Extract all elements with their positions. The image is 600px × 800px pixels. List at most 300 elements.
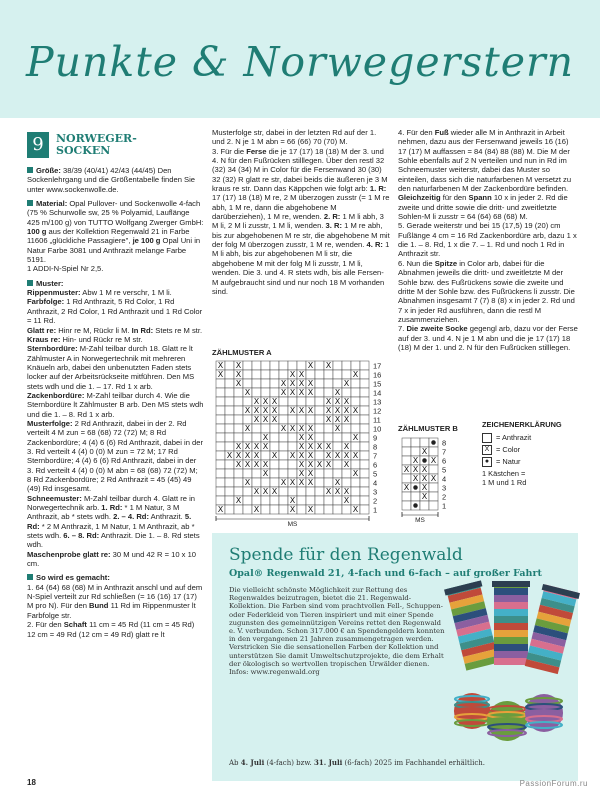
row-number-label: 3 bbox=[373, 487, 378, 497]
grid-cell bbox=[360, 487, 369, 496]
grid-cell bbox=[333, 496, 342, 505]
grid-cell bbox=[216, 496, 225, 505]
row-number-label: 2 bbox=[442, 492, 447, 502]
color-stitch-mark: X bbox=[430, 474, 437, 483]
color-stitch-mark: X bbox=[253, 415, 260, 424]
grid-cell bbox=[315, 406, 324, 415]
color-stitch-mark: X bbox=[244, 424, 251, 433]
row-number-label: 15 bbox=[373, 379, 382, 389]
row-number-label: 13 bbox=[373, 397, 382, 407]
grid-cell bbox=[270, 460, 279, 469]
step-6: 6. Nun die Spitze in Color arb, dabei für die Abnahmen jeweils die dritt- und zweitletzte M der Sohle bzw. des Fußrückens sowie die zweite und dritte M der Sohle bzw. des Fußrückens li zusstr. Die Abnahmen insgesamt 7 (7) 8 (8) x in jeder 2. Rd und 7 x in jeder Rd ausführen, dann die restl M zusammenziehen. bbox=[398, 258, 575, 324]
grid-cell bbox=[324, 505, 333, 514]
color-stitch-mark: X bbox=[262, 487, 269, 496]
grid-cell bbox=[252, 370, 261, 379]
grid-cell bbox=[360, 433, 369, 442]
color-stitch-mark: X bbox=[421, 447, 428, 456]
grid-cell bbox=[243, 433, 252, 442]
natur-stitch-mark bbox=[413, 503, 418, 508]
grid-cell bbox=[243, 361, 252, 370]
row-number-label: 17 bbox=[373, 361, 382, 371]
color-stitch-mark: X bbox=[262, 442, 269, 451]
color-stitch-mark: X bbox=[298, 433, 305, 442]
color-stitch-mark: X bbox=[253, 397, 260, 406]
yarn-socks-illustration bbox=[452, 581, 574, 751]
grid-cell bbox=[315, 361, 324, 370]
legend-note-1: 1 Kästchen = bbox=[482, 468, 526, 478]
grid-cell bbox=[279, 496, 288, 505]
color-stitch-mark: X bbox=[316, 442, 323, 451]
grid-cell bbox=[342, 469, 351, 478]
color-stitch-mark: X bbox=[334, 406, 341, 415]
grid-cell bbox=[360, 478, 369, 487]
color-stitch-mark: X bbox=[307, 433, 314, 442]
grid-cell bbox=[288, 415, 297, 424]
grid-cell bbox=[402, 501, 411, 510]
donation-title: Spende für den Regenwald bbox=[229, 545, 463, 565]
row-number-label: 5 bbox=[373, 469, 378, 479]
grid-cell bbox=[216, 442, 225, 451]
color-stitch-mark: X bbox=[235, 496, 242, 505]
sock-stripe bbox=[494, 630, 528, 637]
legend-symbol: X bbox=[482, 445, 492, 455]
color-stitch-mark: X bbox=[325, 460, 332, 469]
grid-cell bbox=[315, 451, 324, 460]
grid-cell bbox=[279, 370, 288, 379]
row-number-label: 9 bbox=[373, 433, 378, 443]
grid-cell bbox=[270, 433, 279, 442]
muster-stern: Sternbordüre: M-Zahl teilbar durch 18. Glatt re lt Zählmuster A in Norwegertechnik mit mehreren Knäueln arb, dabei den unbenutzten Faden stets locker auf der Arbeitsrückseite mitführen. Den MS stets wdh und die 1. – 17. Rd 1 x arb. bbox=[27, 344, 195, 391]
legend-symbol bbox=[482, 433, 492, 443]
grid-cell bbox=[288, 487, 297, 496]
color-stitch-mark: X bbox=[403, 465, 410, 474]
color-stitch-mark: X bbox=[235, 460, 242, 469]
grid-cell bbox=[306, 496, 315, 505]
color-stitch-mark: X bbox=[298, 424, 305, 433]
grid-cell bbox=[279, 460, 288, 469]
color-stitch-mark: X bbox=[325, 361, 332, 370]
color-stitch-mark: X bbox=[334, 415, 341, 424]
grid-cell bbox=[243, 379, 252, 388]
color-stitch-mark: X bbox=[271, 487, 278, 496]
grid-cell bbox=[315, 469, 324, 478]
grid-cell bbox=[351, 460, 360, 469]
color-stitch-mark: X bbox=[343, 442, 350, 451]
grid-cell bbox=[279, 451, 288, 460]
grid-cell bbox=[360, 370, 369, 379]
grid-cell bbox=[279, 361, 288, 370]
grid-cell bbox=[252, 433, 261, 442]
color-stitch-mark: X bbox=[235, 379, 242, 388]
grid-cell bbox=[360, 460, 369, 469]
color-stitch-mark: X bbox=[343, 487, 350, 496]
step-7: 7. Die zweite Socke gegengl arb, dazu vor der Ferse auf der 3. und 4. N je 1 M abn und die je 17 (17) 18 (18) M der 1. und 2. N für den Fußrücken stilllegen. bbox=[398, 324, 578, 352]
sock-stripe bbox=[494, 658, 528, 665]
grid-cell bbox=[297, 496, 306, 505]
pattern-header bbox=[27, 128, 204, 162]
grid-cell bbox=[420, 438, 429, 447]
grid-cell bbox=[279, 415, 288, 424]
grid-cell bbox=[429, 483, 438, 492]
color-stitch-mark: X bbox=[352, 505, 359, 514]
color-stitch-mark: X bbox=[307, 424, 314, 433]
grid-cell bbox=[225, 478, 234, 487]
color-stitch-mark: X bbox=[262, 460, 269, 469]
sock-cuff bbox=[492, 581, 530, 587]
row-number-label: 1 bbox=[373, 505, 378, 515]
grid-cell bbox=[297, 415, 306, 424]
grid-cell bbox=[360, 379, 369, 388]
color-stitch-mark: X bbox=[289, 505, 296, 514]
grid-cell bbox=[351, 388, 360, 397]
grid-cell bbox=[270, 388, 279, 397]
color-stitch-mark: X bbox=[307, 442, 314, 451]
grid-cell bbox=[252, 361, 261, 370]
row-number-label: 14 bbox=[373, 388, 382, 398]
color-stitch-mark: X bbox=[244, 388, 251, 397]
grid-cell bbox=[402, 447, 411, 456]
grid-cell bbox=[411, 447, 420, 456]
color-stitch-mark: X bbox=[307, 451, 314, 460]
color-stitch-mark: X bbox=[325, 487, 332, 496]
grid-cell bbox=[225, 442, 234, 451]
grid-cell bbox=[342, 505, 351, 514]
grid-cell bbox=[225, 505, 234, 514]
grid-cell bbox=[243, 370, 252, 379]
grid-cell bbox=[342, 370, 351, 379]
color-stitch-mark: X bbox=[334, 424, 341, 433]
color-stitch-mark: X bbox=[253, 487, 260, 496]
color-stitch-mark: X bbox=[289, 451, 296, 460]
grid-cell bbox=[243, 496, 252, 505]
color-stitch-mark: X bbox=[343, 406, 350, 415]
grid-cell bbox=[288, 397, 297, 406]
grid-cell bbox=[261, 424, 270, 433]
color-stitch-mark: X bbox=[421, 465, 428, 474]
grid-cell bbox=[279, 487, 288, 496]
sock-illustration bbox=[444, 580, 501, 671]
color-stitch-mark: X bbox=[343, 379, 350, 388]
color-stitch-mark: X bbox=[307, 406, 314, 415]
grid-cell bbox=[216, 487, 225, 496]
color-stitch-mark: X bbox=[325, 397, 332, 406]
grid-cell bbox=[351, 478, 360, 487]
row-number-label: 2 bbox=[373, 496, 378, 506]
grid-cell bbox=[225, 415, 234, 424]
row-number-label: 8 bbox=[373, 442, 378, 452]
repeat-label: MS bbox=[287, 521, 298, 528]
grid-cell bbox=[225, 487, 234, 496]
color-stitch-mark: X bbox=[352, 469, 359, 478]
grid-cell bbox=[333, 442, 342, 451]
row-number-label: 4 bbox=[442, 474, 447, 484]
grid-cell bbox=[324, 469, 333, 478]
grid-cell bbox=[234, 415, 243, 424]
grid-cell bbox=[261, 388, 270, 397]
grid-cell bbox=[429, 492, 438, 501]
color-stitch-mark: X bbox=[298, 451, 305, 460]
color-stitch-mark: X bbox=[253, 451, 260, 460]
grid-cell bbox=[420, 501, 429, 510]
grid-cell bbox=[315, 379, 324, 388]
grid-cell bbox=[216, 469, 225, 478]
color-stitch-mark: X bbox=[352, 451, 359, 460]
color-stitch-mark: X bbox=[253, 505, 260, 514]
grid-cell bbox=[360, 361, 369, 370]
grid-cell bbox=[360, 451, 369, 460]
grid-cell bbox=[360, 424, 369, 433]
sock-illustration bbox=[523, 584, 580, 675]
grid-cell bbox=[216, 415, 225, 424]
legend-note-2: 1 M und 1 Rd bbox=[482, 478, 527, 487]
legend-symbol: ● bbox=[482, 457, 492, 467]
color-stitch-mark: X bbox=[325, 415, 332, 424]
grid-cell bbox=[342, 361, 351, 370]
sock-stripe bbox=[494, 644, 528, 651]
grid-cell bbox=[351, 496, 360, 505]
natur-stitch-mark bbox=[422, 458, 427, 463]
grid-cell bbox=[270, 424, 279, 433]
grid-cell bbox=[270, 442, 279, 451]
grid-cell bbox=[216, 433, 225, 442]
grid-cell bbox=[333, 469, 342, 478]
natur-stitch-mark bbox=[413, 485, 418, 490]
grid-cell bbox=[261, 370, 270, 379]
size-paragraph: Größe: 38/39 (40/41) 42/43 (44/45) Den Sockenlehrgang und die Größentabelle finden Sie unter www.sockenwolle.de. bbox=[27, 166, 196, 194]
legend-item bbox=[482, 445, 582, 455]
grid-cell bbox=[324, 388, 333, 397]
grid-cell bbox=[270, 505, 279, 514]
grid-cell bbox=[261, 496, 270, 505]
page-number: 18 bbox=[27, 778, 36, 787]
grid-cell bbox=[279, 505, 288, 514]
grid-cell bbox=[225, 469, 234, 478]
grid-cell bbox=[342, 388, 351, 397]
color-stitch-mark: X bbox=[271, 406, 278, 415]
grid-cell bbox=[429, 465, 438, 474]
grid-cell bbox=[306, 415, 315, 424]
legend-items bbox=[482, 433, 582, 467]
grid-cell bbox=[402, 492, 411, 501]
grid-cell bbox=[216, 451, 225, 460]
grid-cell bbox=[297, 397, 306, 406]
grid-cell bbox=[252, 496, 261, 505]
grid-cell bbox=[279, 469, 288, 478]
grid-cell bbox=[402, 456, 411, 465]
color-stitch-mark: X bbox=[262, 397, 269, 406]
muster-kraus: Kraus re: Hin- und Rückr re M str. bbox=[27, 334, 143, 344]
muster-farbfolge: Farbfolge: 1 Rd Anthrazit, 5 Rd Color, 1 Rd Anthrazit, 2 Rd Color, 1 Rd Anthrazit und 1 Rd Color = 11 Rd. bbox=[27, 297, 203, 326]
color-stitch-mark: X bbox=[235, 442, 242, 451]
color-stitch-mark: X bbox=[298, 406, 305, 415]
grid-cell bbox=[297, 487, 306, 496]
row-number-label: 16 bbox=[373, 370, 382, 380]
color-stitch-mark: X bbox=[412, 465, 419, 474]
grid-cell bbox=[288, 460, 297, 469]
color-stitch-mark: X bbox=[244, 451, 251, 460]
grid-cell bbox=[351, 361, 360, 370]
grid-cell bbox=[315, 370, 324, 379]
color-stitch-mark: X bbox=[307, 388, 314, 397]
grid-cell bbox=[225, 379, 234, 388]
color-stitch-mark: X bbox=[235, 451, 242, 460]
sock-stripe bbox=[494, 637, 528, 644]
color-stitch-mark: X bbox=[289, 406, 296, 415]
color-stitch-mark: X bbox=[343, 451, 350, 460]
grid-cell bbox=[252, 469, 261, 478]
grid-cell bbox=[261, 379, 270, 388]
material-paragraph: Material: Opal Pullover- und Sockenwolle 4-fach (75 % Schurwolle sw, 25 % Polyamid, Lauflänge 425 m/100 g) von TUTTO Wolfgang Zwerger GmbH: 100 g aus der Kollektion Regenwald 21 in Farbe 11606 „glückliche Passagiere", je 100 g Opal Uni in Natur Farbe 3081 und Anthrazit melange Farbe 5191. bbox=[27, 199, 204, 265]
grid-cell bbox=[351, 442, 360, 451]
chart-b-title: ZÄHLMUSTER B bbox=[398, 424, 458, 433]
grid-cell bbox=[270, 370, 279, 379]
grid-cell bbox=[243, 487, 252, 496]
donation-box bbox=[212, 533, 578, 781]
color-stitch-mark: X bbox=[343, 460, 350, 469]
row-number-label: 8 bbox=[442, 438, 447, 448]
grid-cell bbox=[360, 397, 369, 406]
legend bbox=[482, 420, 582, 488]
color-stitch-mark: X bbox=[262, 433, 269, 442]
color-stitch-mark: X bbox=[280, 424, 287, 433]
grid-cell bbox=[306, 370, 315, 379]
row-number-label: 11 bbox=[373, 415, 381, 425]
grid-cell bbox=[234, 406, 243, 415]
grid-cell bbox=[216, 478, 225, 487]
sock-stripe bbox=[494, 616, 528, 623]
grid-cell bbox=[360, 388, 369, 397]
grid-cell bbox=[288, 442, 297, 451]
grid-cell bbox=[225, 361, 234, 370]
color-stitch-mark: X bbox=[403, 483, 410, 492]
watermark: PassionForum.ru bbox=[519, 779, 588, 788]
grid-cell bbox=[234, 433, 243, 442]
color-stitch-mark: X bbox=[307, 469, 314, 478]
color-stitch-mark: X bbox=[334, 397, 341, 406]
legend-label: = Color bbox=[496, 444, 521, 454]
color-stitch-mark: X bbox=[412, 474, 419, 483]
pattern-title: NORWEGER- SOCKEN bbox=[56, 131, 137, 157]
row-number-label: 6 bbox=[373, 460, 378, 470]
grid-cell bbox=[315, 415, 324, 424]
sock-stripe bbox=[494, 602, 528, 609]
grid-cell bbox=[270, 496, 279, 505]
color-stitch-mark: X bbox=[289, 424, 296, 433]
color-stitch-mark: X bbox=[298, 460, 305, 469]
grid-cell bbox=[351, 415, 360, 424]
color-stitch-mark: X bbox=[421, 483, 428, 492]
color-stitch-mark: X bbox=[244, 460, 251, 469]
row-number-label: 1 bbox=[442, 501, 447, 511]
color-stitch-mark: X bbox=[298, 379, 305, 388]
row-number-label: 10 bbox=[373, 424, 382, 434]
step-4: 4. Für den Fuß wieder alle M in Anthrazit in Arbeit nehmen, dazu aus der Fersenwand jeweils 16 (16) 17 (17) M auffassen = 84 (84) 88 (88) M. Die M der Sohle ebenfalls auf 2 N verteilen und nun in Rd im Schneemuster weiterstr, dabei das Muster so einteilen, dass sich die naturfarbenen M versetzt zu den naturfarbenen M der Zackenbordüre befinden. Gleichzeitig für den Spann 10 x in jeder 2. Rd die zweite und dritte sowie die dritt- und zweitletzte Sohlen-M li zusstr = 64 (64) 68 (68) M. bbox=[398, 128, 572, 222]
row-number-label: 3 bbox=[442, 483, 447, 493]
color-stitch-mark: X bbox=[253, 442, 260, 451]
sock-stripe bbox=[494, 651, 528, 658]
repeat-label: MS bbox=[415, 517, 425, 524]
grid-cell bbox=[288, 433, 297, 442]
grid-cell bbox=[216, 406, 225, 415]
grid-cell bbox=[288, 469, 297, 478]
legend-label: = Natur bbox=[496, 456, 521, 466]
sock-stripe bbox=[494, 623, 528, 630]
grid-cell bbox=[225, 424, 234, 433]
color-stitch-mark: X bbox=[235, 361, 242, 370]
donation-text: Die vielleicht schönste Möglichkeit zur Rettung des Regenwaldes beizutragen, bietet die 21. Regenwald-Kollektion. Die Farben sind vom prachtvollen Fell-, Schuppen- oder Federkleid von Tieren inspiriert und mit einer Spende zugunsten des gemeinnützigen Vereins rettet den Regenwald e. V. verbunden. Schon 317.000 € an Spendengeldern konnten in den vergangenen 21 Jahren zusammengetragen werden. Verstricken Sie die sensationellen Farben der Kollektion und unterstützen Sie damit Umweltschutzprojekte, die dem Erhalt der ökologisch so wertvollen tropischen Urwälder dienen. Infos: www.regenwald.org bbox=[229, 586, 445, 677]
grid-cell bbox=[252, 379, 261, 388]
grid-cell bbox=[252, 388, 261, 397]
color-stitch-mark: X bbox=[421, 492, 428, 501]
step-1: 1. 64 (64) 68 (68) M in Anthrazit anschl und auf dem N-Spiel verteilt zur Rd schließen (= 16 (16) 17 (17) M pro N). Für den Bund 11 Rd im Rippenmuster lt Farbfolge str. bbox=[27, 582, 203, 620]
grid-cell bbox=[225, 397, 234, 406]
color-stitch-mark: X bbox=[307, 478, 314, 487]
grid-cell bbox=[225, 388, 234, 397]
grid-cell bbox=[225, 406, 234, 415]
color-stitch-mark: X bbox=[352, 406, 359, 415]
legend-item bbox=[482, 457, 582, 467]
column-3 bbox=[398, 128, 578, 352]
legend-title: ZEICHENERKLÄRUNG bbox=[482, 420, 562, 429]
grid-cell bbox=[261, 505, 270, 514]
grid-cell bbox=[315, 478, 324, 487]
color-stitch-mark: X bbox=[298, 388, 305, 397]
row-number-label: 4 bbox=[373, 478, 378, 488]
color-stitch-mark: X bbox=[280, 388, 287, 397]
grid-cell bbox=[297, 505, 306, 514]
color-stitch-mark: X bbox=[325, 406, 332, 415]
row-number-label: 7 bbox=[373, 451, 378, 461]
grid-cell bbox=[360, 406, 369, 415]
color-stitch-mark: X bbox=[289, 496, 296, 505]
grid-cell bbox=[234, 478, 243, 487]
grid-cell bbox=[342, 433, 351, 442]
color-stitch-mark: X bbox=[421, 474, 428, 483]
grid-cell bbox=[324, 379, 333, 388]
grid-cell bbox=[315, 424, 324, 433]
grid-cell bbox=[225, 460, 234, 469]
color-stitch-mark: X bbox=[343, 415, 350, 424]
grid-cell bbox=[360, 496, 369, 505]
grid-cell bbox=[402, 474, 411, 483]
title-banner bbox=[0, 0, 600, 118]
color-stitch-mark: X bbox=[334, 388, 341, 397]
color-stitch-mark: X bbox=[352, 433, 359, 442]
grid-cell bbox=[333, 379, 342, 388]
color-stitch-mark: X bbox=[244, 406, 251, 415]
step-3: 3. Für die Ferse die je 17 (17) 18 (18) M der 3. und 4. N für den Fußrücken stilllegen. Über den restl 32 (32) 34 (34) M in Color für die Fersenwand 30 (30) 32 (32) R glatt re str, dabei beids die äußeren je 3 M kraus re str. Dann das Käppchen wie folgt arb: 1. R: 17 (17) 18 (18) M re, 2 M überzogen zusstr (= 1 M re abh, 1 M re, dann die abgehobene M darüberziehen), 1 M re, wenden. 2. R: 1 M li abh, 3 M li, 2 M li zusstr, 1 M li, wenden. 3. R: 1 M re abh, bis zur abgehobenen M re str, die abgehobene M mit der folg M überzogen zusstr, 1 M re, wenden. 4. R: 1 M li abh, bis zur abgehobenen M li str, die abgehobene M mit der folg M li zusstr, 1 M li, wenden. Die 3. und 4. R stets wdh, bis alle Fersen-M aufgebraucht sind und nur noch 18 M vorhanden sind. bbox=[212, 146, 390, 296]
color-stitch-mark: X bbox=[262, 469, 269, 478]
grid-cell bbox=[234, 388, 243, 397]
grid-cell bbox=[234, 424, 243, 433]
color-stitch-mark: X bbox=[235, 370, 242, 379]
grid-cell bbox=[261, 451, 270, 460]
muster-zacken: Zackenbordüre: M-Zahl teilbar durch 4. Wie die Sternbordüre lt Zählmuster B arb. Den MS stets wdh und die 1. – 8. Rd 1 x arb. bbox=[27, 390, 204, 419]
grid-cell bbox=[216, 424, 225, 433]
color-stitch-mark: X bbox=[343, 496, 350, 505]
grid-cell bbox=[333, 433, 342, 442]
grid-cell bbox=[234, 505, 243, 514]
color-stitch-mark: X bbox=[412, 456, 419, 465]
row-number-label: 12 bbox=[373, 406, 382, 416]
color-stitch-mark: X bbox=[334, 487, 341, 496]
grid-cell bbox=[333, 361, 342, 370]
color-stitch-mark: X bbox=[298, 442, 305, 451]
grid-cell bbox=[360, 505, 369, 514]
grid-cell bbox=[261, 478, 270, 487]
color-stitch-mark: X bbox=[280, 478, 287, 487]
color-stitch-mark: X bbox=[217, 361, 224, 370]
